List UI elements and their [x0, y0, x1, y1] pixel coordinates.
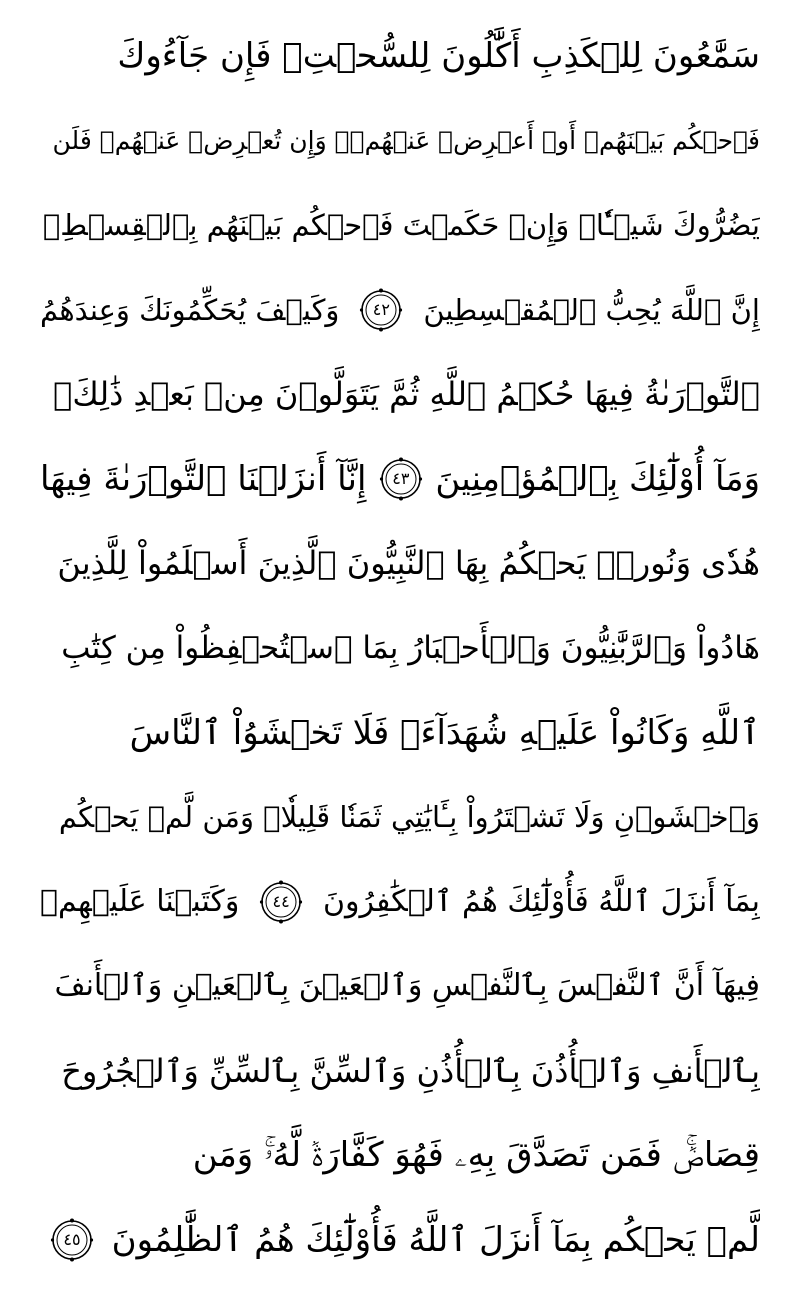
text-line-6 [40, 443, 760, 515]
text-line-8 [40, 612, 760, 684]
ayah-marker [259, 880, 303, 924]
text-line-1 [40, 20, 760, 92]
verse-text: وَكَيۡفَ يُحَكِّمُونَكَ وَعِندَهُمُ [40, 292, 340, 327]
verse-text: هُدٗى وَنُورٞۚ يَحۡكُمُ بِهَا ٱلنَّبِيُّونَ ٱلَّذِينَ أَسۡلَمُواْ لِلَّذِينَ [57, 544, 760, 583]
text-line-5 [40, 358, 760, 430]
text-line-11 [40, 866, 760, 938]
verse-text: لَّمۡ يَحۡكُم بِمَآ أَنزَلَ ٱللَّهُ فَأُوْلَٰٓئِكَ هُمُ ٱلظَّٰلِمُونَ [111, 1219, 760, 1260]
text-line-14 [40, 1119, 760, 1191]
verse-text: ٱللَّهِ وَكَانُواْ عَلَيۡهِ شُهَدَآءَۚ فَلَا تَخۡشَوُاْ ٱلنَّاسَ [129, 712, 760, 753]
text-line-13 [40, 1035, 760, 1107]
verse-text: ٱلتَّوۡرَىٰةُ فِيهَا حُكۡمُ ٱللَّهِ ثُمَّ يَتَوَلَّوۡنَ مِنۢ بَعۡدِ ذَٰلِكَۚ [53, 375, 760, 414]
text-line-12 [40, 950, 760, 1022]
verse-text: فَٱحۡكُم بَيۡنَهُمۡ أَوۡ أَعۡرِضۡ عَنۡهُمۡۖ وَإِن تُعۡرِضۡ عَنۡهُمۡ فَلَن [52, 125, 760, 155]
verse-text: بِمَآ أَنزَلَ ٱللَّهُ فَأُوْلَٰٓئِكَ هُمُ ٱلۡكَٰفِرُونَ [322, 883, 760, 919]
text-line-3 [40, 189, 760, 261]
verse-text: وَكَتَبۡنَا عَلَيۡهِمۡ [40, 883, 240, 919]
ayah-number: ٤٤ [272, 891, 290, 911]
text-line-4 [40, 274, 760, 346]
verse-text: بِٱلۡأَنفِ وَٱلۡأُذُنَ بِٱلۡأُذُنِ وَٱلسِّنَّ بِٱلسِّنِّ وَٱلۡجُرُوحَ [61, 1051, 760, 1090]
verse-text: إِنَّ ٱللَّهَ يُحِبُّ ٱلۡمُقۡسِطِينَ [423, 292, 760, 327]
ayah-number: ٤٥ [63, 1229, 81, 1249]
text-line-9 [40, 697, 760, 769]
ayah-marker [50, 1218, 94, 1262]
verse-text: إِنَّآ أَنزَلۡنَا ٱلتَّوۡرَىٰةَ فِيهَا [40, 458, 367, 499]
verse-text: وَمَآ أُوْلَٰٓئِكَ بِٱلۡمُؤۡمِنِينَ [435, 458, 760, 499]
text-line-2 [40, 105, 760, 177]
verse-text: وَٱخۡشَوۡنِ وَلَا تَشۡتَرُواْ بِـَٔايَٰتِي ثَمَنٗا قَلِيلٗاۚ وَمَن لَّمۡ يَحۡكُم [58, 800, 760, 835]
text-line-10 [40, 781, 760, 853]
verse-text: سَمَّٰعُونَ لِلۡكَذِبِ أَكَّٰلُونَ لِلسُّحۡتِۚ فَإِن جَآءُوكَ [117, 36, 760, 76]
ayah-marker [379, 457, 423, 501]
verse-text: فِيهَآ أَنَّ ٱلنَّفۡسَ بِٱلنَّفۡسِ وَٱلۡعَيۡنَ بِٱلۡعَيۡنِ وَٱلۡأَنفَ [54, 968, 760, 1004]
ayah-marker [359, 288, 403, 332]
ayah-number: ٤٣ [392, 468, 410, 488]
ayah-number: ٤٢ [372, 299, 390, 319]
verse-text: هَادُواْ وَٱلرَّبَّٰنِيُّونَ وَٱلۡأَحۡبَارُ بِمَا ٱسۡتُحۡفِظُواْ مِن كِتَٰبِ [61, 629, 760, 666]
text-line-7 [40, 527, 760, 599]
text-line-15 [40, 1204, 760, 1276]
verse-text: يَضُرُّوكَ شَيۡـٔٗاۖ وَإِنۡ حَكَمۡتَ فَٱحۡكُم بَيۡنَهُم بِٱلۡقِسۡطِۚ [42, 208, 760, 243]
verse-text: قِصَاصٞۚ فَمَن تَصَدَّقَ بِهِۦ فَهُوَ كَفَّارَةٞ لَّهُۥۚ وَمَن [192, 1135, 760, 1176]
